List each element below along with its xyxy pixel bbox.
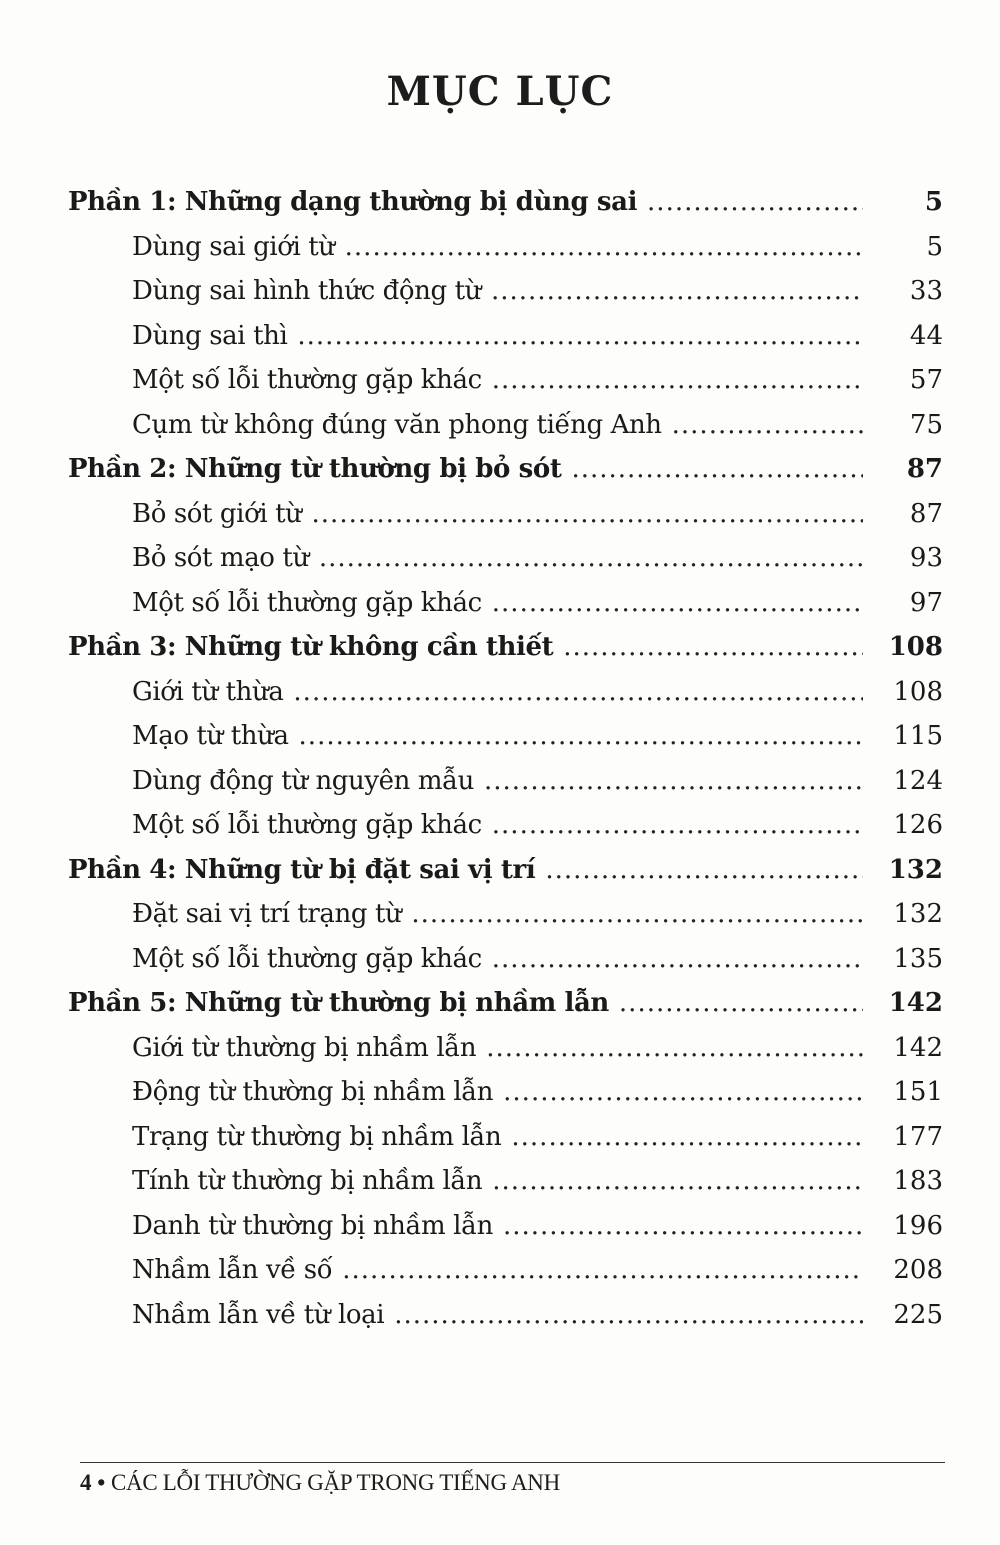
toc-dot-leader: [571, 447, 863, 492]
toc-sub-entry[interactable]: [68, 670, 943, 715]
toc-entry-label: Tính từ thường bị nhầm lẫn: [132, 1166, 483, 1196]
toc-entry-page-number: 151: [893, 1077, 943, 1107]
toc-entry-label: Trạng từ thường bị nhầm lẫn: [132, 1121, 502, 1152]
toc-entry-page-number: 33: [909, 276, 943, 306]
toc-entry-label: Một số lỗi thường gặp khác: [132, 943, 482, 974]
toc-dot-leader: [312, 492, 863, 537]
toc-entry-label: Bỏ sót giới từ: [132, 498, 302, 529]
toc-entry-page-number: 115: [893, 721, 943, 751]
toc-entry-label: Nhầm lẫn về số: [132, 1255, 333, 1285]
toc-dot-leader: [492, 1159, 863, 1204]
page-footer: [80, 1470, 560, 1496]
toc-sub-entry[interactable]: [68, 225, 943, 270]
toc-entry-label: Dùng động từ nguyên mẫu: [132, 765, 475, 796]
toc-entry-label: Động từ thường bị nhầm lẫn: [132, 1077, 494, 1107]
toc-entry-page-number: 225: [893, 1299, 943, 1330]
toc-sub-entry[interactable]: [68, 892, 943, 937]
page-title: MỤC LỤC: [386, 68, 614, 115]
toc-entry-page-number: 124: [893, 765, 943, 796]
toc-entry-page-number: 108: [888, 632, 943, 662]
toc-dot-leader: [492, 937, 863, 982]
toc-entry-page-number: 5: [924, 187, 943, 217]
toc-entry-label: Giới từ thừa: [132, 676, 284, 707]
footer-separator: •: [97, 1470, 105, 1495]
toc-sub-entry[interactable]: [68, 492, 943, 537]
toc-entry-page-number: 126: [893, 810, 943, 840]
toc-entry-label: Mạo từ thừa: [132, 721, 289, 751]
toc-entry-page-number: 135: [893, 943, 943, 974]
toc-dot-leader: [297, 314, 863, 359]
toc-entry-label: Phần 2: Những từ thường bị bỏ sót: [68, 454, 562, 484]
toc-entry-page-number: 87: [906, 454, 943, 484]
toc-entry-label: Một số lỗi thường gặp khác: [132, 587, 482, 618]
toc-entry-page-number: 75: [909, 409, 943, 440]
toc-part-entry[interactable]: [68, 180, 943, 225]
toc-dot-leader: [345, 225, 863, 270]
toc-sub-entry[interactable]: [68, 269, 943, 314]
toc-entry-page-number: 177: [893, 1121, 943, 1152]
toc-sub-entry[interactable]: [68, 1115, 943, 1160]
toc-part-entry[interactable]: [68, 625, 943, 670]
toc-entry-page-number: 93: [909, 543, 943, 573]
toc-dot-leader: [619, 981, 863, 1026]
toc-entry-page-number: 97: [909, 587, 943, 618]
toc-entry-label: Danh từ thường bị nhầm lẫn: [132, 1210, 493, 1241]
toc-sub-entry[interactable]: [68, 314, 943, 359]
toc-entry-page-number: 142: [888, 988, 943, 1018]
toc-entry-page-number: 208: [893, 1255, 943, 1285]
toc-sub-entry[interactable]: [68, 1248, 943, 1293]
toc-sub-entry[interactable]: [68, 759, 943, 804]
toc-dot-leader: [319, 536, 863, 581]
toc-sub-entry[interactable]: [68, 1070, 943, 1115]
toc-dot-leader: [492, 581, 863, 626]
toc-entry-label: Phần 1: Những dạng thường bị dùng sai: [68, 187, 638, 217]
toc-dot-leader: [411, 892, 863, 937]
toc-part-entry[interactable]: [68, 848, 943, 893]
toc-dot-leader: [492, 358, 863, 403]
toc-sub-entry[interactable]: [68, 358, 943, 403]
toc-dot-leader: [492, 803, 863, 848]
toc-entry-label: Một số lỗi thường gặp khác: [132, 365, 482, 395]
toc-sub-entry[interactable]: [68, 1159, 943, 1204]
toc-entry-label: Phần 4: Những từ bị đặt sai vị trí: [68, 854, 536, 885]
toc-entry-page-number: 87: [909, 498, 943, 529]
toc-sub-entry[interactable]: [68, 937, 943, 982]
toc-dot-leader: [484, 759, 863, 804]
toc-entry-page-number: 183: [893, 1166, 943, 1196]
toc-entry-page-number: 57: [909, 365, 943, 395]
toc-entry-label: Dùng sai thì: [132, 320, 288, 351]
toc-entry-page-number: 5: [926, 231, 943, 262]
toc-sub-entry[interactable]: [68, 1026, 943, 1071]
toc-dot-leader: [545, 848, 863, 893]
toc-sub-entry[interactable]: [68, 536, 943, 581]
toc-part-entry[interactable]: [68, 447, 943, 492]
footer-divider: [80, 1462, 945, 1463]
toc-dot-leader: [503, 1204, 863, 1249]
toc-dot-leader: [299, 714, 863, 759]
toc-dot-leader: [486, 1026, 863, 1071]
toc-dot-leader: [293, 670, 863, 715]
toc-entry-label: Phần 5: Những từ thường bị nhầm lẫn: [68, 988, 609, 1018]
toc-entry-page-number: 142: [893, 1032, 943, 1063]
toc-sub-entry[interactable]: [68, 403, 943, 448]
toc-dot-leader: [563, 625, 863, 670]
toc-dot-leader: [491, 269, 863, 314]
toc-entry-label: Nhầm lẫn về từ loại: [132, 1299, 385, 1330]
toc-entry-page-number: 44: [909, 320, 943, 351]
toc-entry-page-number: 132: [893, 899, 943, 929]
toc-sub-entry[interactable]: [68, 803, 943, 848]
footer-book-title: CÁC LỖI THƯỜNG GẶP TRONG TIẾNG ANH: [110, 1470, 560, 1495]
toc-entry-label: Dùng sai hình thức động từ: [132, 276, 481, 306]
toc-entry-page-number: 196: [893, 1210, 943, 1241]
toc-sub-entry[interactable]: [68, 1293, 943, 1338]
toc-dot-leader: [394, 1293, 863, 1338]
toc-entry-label: Phần 3: Những từ không cần thiết: [68, 632, 554, 662]
toc-dot-leader: [503, 1070, 863, 1115]
toc-part-entry[interactable]: [68, 981, 943, 1026]
toc-entry-label: Bỏ sót mạo từ: [132, 543, 309, 573]
toc-dot-leader: [647, 180, 863, 225]
toc-dot-leader: [511, 1115, 863, 1160]
toc-entry-label: Giới từ thường bị nhầm lẫn: [132, 1032, 477, 1063]
toc-dot-leader: [672, 403, 863, 448]
toc-sub-entry[interactable]: [68, 714, 943, 759]
toc-entry-page-number: 132: [888, 854, 943, 885]
table-of-contents: [68, 180, 943, 1337]
toc-entry-label: Một số lỗi thường gặp khác: [132, 810, 482, 840]
toc-sub-entry[interactable]: [68, 581, 943, 626]
toc-dot-leader: [342, 1248, 863, 1293]
toc-entry-label: Dùng sai giới từ: [132, 231, 335, 262]
footer-page-number: 4: [80, 1470, 92, 1495]
toc-entry-page-number: 108: [893, 676, 943, 707]
toc-sub-entry[interactable]: [68, 1204, 943, 1249]
toc-entry-label: Cụm từ không đúng văn phong tiếng Anh: [132, 409, 662, 440]
toc-entry-label: Đặt sai vị trí trạng từ: [132, 899, 402, 929]
